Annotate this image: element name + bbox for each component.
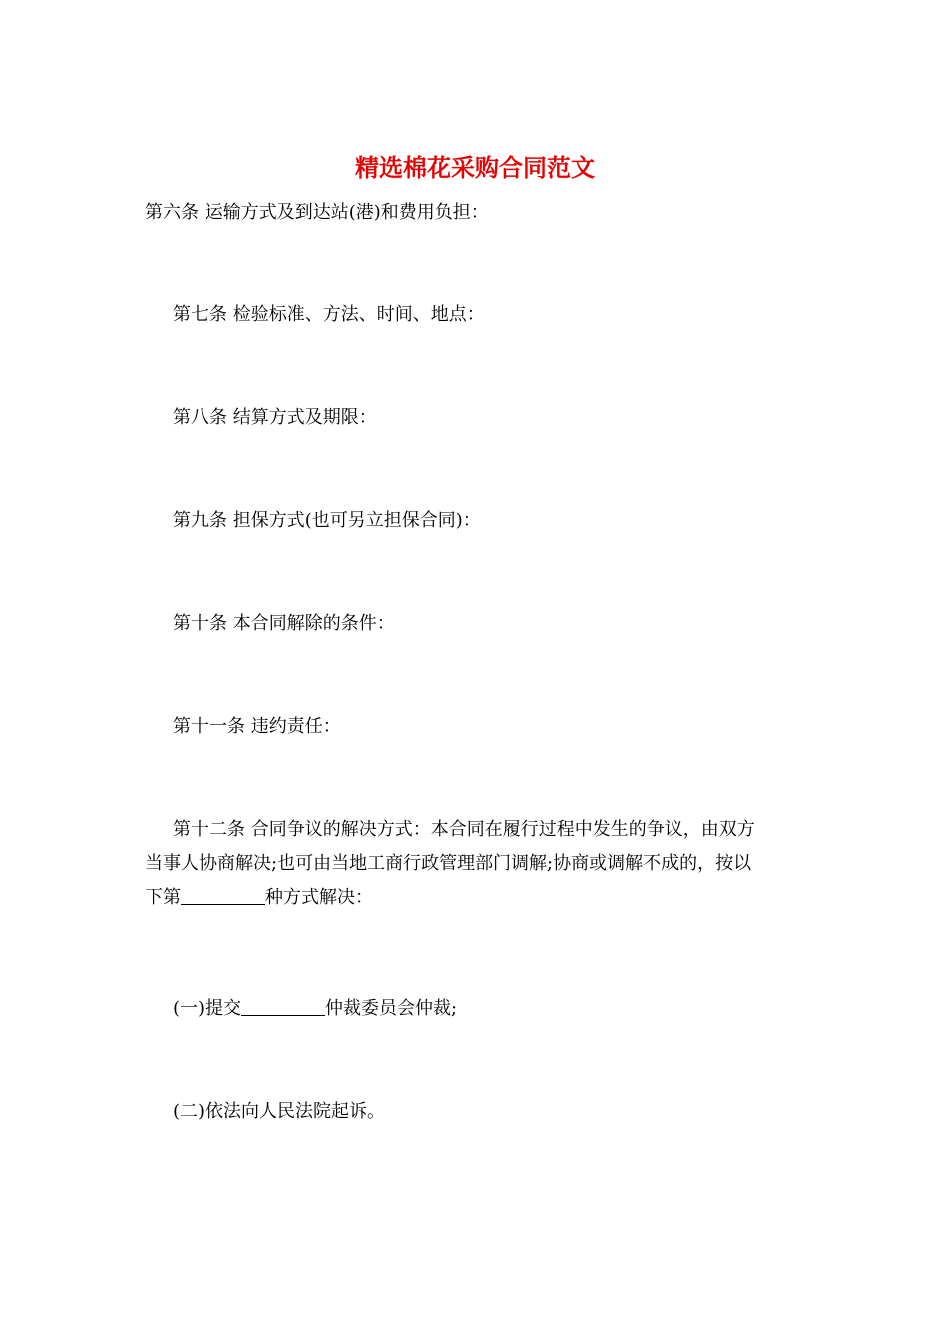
- blank-method-number: [181, 886, 265, 905]
- article-9: 第九条 担保方式(也可另立担保合同)：: [173, 510, 481, 531]
- article-12-line-1: 第十二条 合同争议的解决方式：本合同在履行过程中发生的争议，由双方: [173, 819, 755, 840]
- article-7: 第七条 检验标准、方法、时间、地点：: [173, 304, 485, 325]
- article-12-line-3: [145, 881, 805, 915]
- option-litigation: (二)依法向人民法院起诉。: [173, 1101, 386, 1122]
- option-arbitration-before: (一)提交: [173, 998, 242, 1019]
- article-10: 第十条 本合同解除的条件：: [173, 613, 395, 634]
- blank-arbitration-committee: [241, 997, 325, 1016]
- article-12-line-3-before: 下第: [145, 887, 181, 908]
- article-12: [145, 813, 805, 915]
- article-12-line-3-after: 种方式解决：: [265, 887, 373, 908]
- article-8: 第八条 结算方式及期限：: [173, 407, 377, 428]
- document-title: 精选棉花采购合同范文: [355, 153, 595, 182]
- option-arbitration: [173, 992, 833, 1026]
- option-arbitration-after: 仲裁委员会仲裁;: [325, 998, 458, 1019]
- article-6: 第六条 运输方式及到达站(港)和费用负担：: [145, 202, 489, 223]
- article-11: 第十一条 违约责任：: [173, 716, 341, 737]
- article-12-line-2: 当事人协商解决;也可由当地工商行政管理部门调解;协商或调解不成的，按以: [145, 853, 752, 874]
